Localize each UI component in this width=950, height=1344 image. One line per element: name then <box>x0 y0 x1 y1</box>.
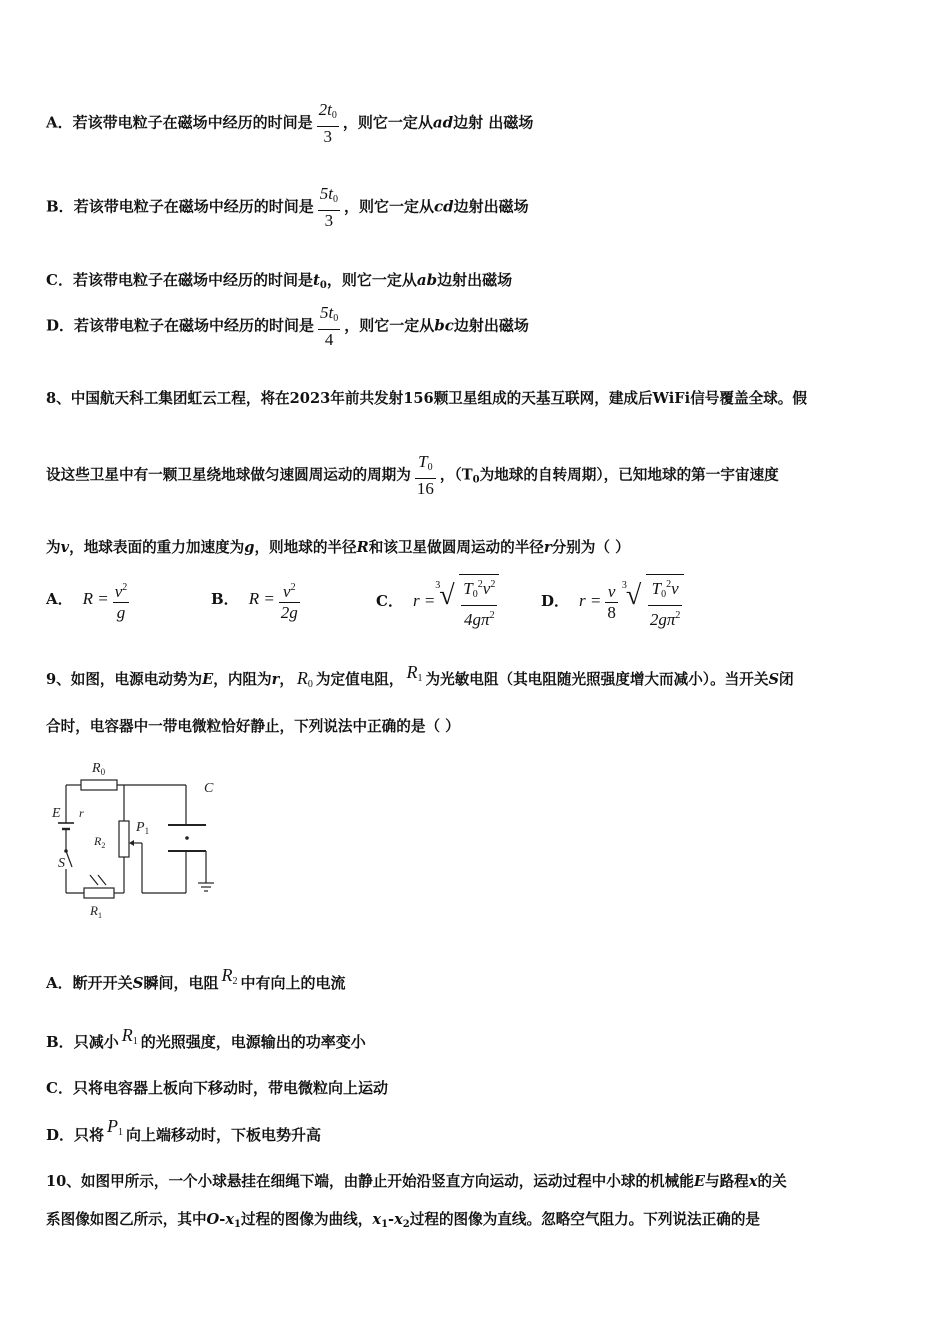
stem-text: 9、如图，电源电动势为 <box>46 671 203 688</box>
option-text: 若该带电粒子在磁场中经历的时间是 <box>72 271 313 289</box>
switch-pivot <box>64 849 68 853</box>
stem-text: 系图像如图乙所示，其中 <box>46 1211 207 1228</box>
stem-text: 与路程 <box>704 1173 749 1190</box>
option-text: 断开开关 <box>72 974 133 992</box>
light-arrow <box>90 875 98 885</box>
option-text: 边射出磁场 <box>437 271 513 289</box>
option-label: D． <box>46 1126 75 1144</box>
formula <box>82 582 134 622</box>
photoresistor-r1 <box>84 888 114 898</box>
stem-text: ，则地球的半径 <box>254 539 357 556</box>
option-text: 边射出磁场 <box>453 316 529 335</box>
q8-option-b <box>211 578 304 623</box>
circuit-diagram <box>46 755 226 925</box>
edge-name: cd <box>433 197 454 216</box>
label-r0: $R_0$ <box>92 761 106 777</box>
q9-option-a <box>46 965 346 999</box>
option-text: 若该带电粒子在磁场中经历的时间是 <box>73 197 314 216</box>
var-r: r <box>543 539 552 556</box>
radical-sign: √ <box>439 580 455 611</box>
q8-stem-line-2 <box>46 452 779 499</box>
option-label: A． <box>46 113 73 132</box>
q8-option-d <box>541 574 684 630</box>
formula <box>248 582 304 622</box>
label-r2: $R_2$ <box>94 834 106 850</box>
var-R2: R <box>221 965 233 985</box>
label-e: E <box>52 806 61 821</box>
option-text: ，则它一定从 <box>342 113 433 132</box>
stem-text: 闭 <box>779 671 794 688</box>
frac-den: 3 <box>324 211 334 230</box>
frac-num: 5t <box>319 184 333 203</box>
q7-option-b <box>46 184 529 231</box>
stem-text: 和该卫星做圆周运动的半径 <box>368 539 544 556</box>
edge-name: ab <box>416 271 438 289</box>
frac-den: 4 <box>324 330 334 349</box>
var-x2-sub: 2 <box>402 1219 410 1230</box>
stem-text: 的关 <box>757 1173 787 1190</box>
edge-name: ad <box>432 113 454 132</box>
q8-option-a <box>46 578 133 623</box>
option-label: D． <box>46 316 75 335</box>
stem-text: 过程的图像为直线。忽略空气阻力。下列说法正确的是 <box>409 1211 761 1228</box>
stem-text: 设这些卫星中有一颗卫星绕地球做匀速圆周运动的周期为 <box>46 466 411 484</box>
option-text: 只将 <box>74 1126 105 1144</box>
fraction <box>318 303 340 350</box>
fraction <box>318 184 340 231</box>
stem-text: ，（T <box>439 466 473 484</box>
stem-text: - <box>219 1211 226 1228</box>
q10-stem-line-1 <box>46 1172 787 1192</box>
var-x: x <box>748 1173 758 1190</box>
label-r: r <box>79 806 84 820</box>
cube-root: 3 √ $\frac{T_0^2v}{2g\pi^2}$ <box>622 574 685 630</box>
root-index: 3 <box>621 580 627 591</box>
var-x1-sub: 1 <box>381 1219 389 1230</box>
frac-den: 3 <box>323 127 333 146</box>
switch-blade <box>66 851 72 867</box>
var-R1: R <box>121 1025 133 1045</box>
var-v: v <box>60 539 70 556</box>
time-subscript: 0 <box>319 280 327 291</box>
slider-arrowhead <box>129 840 134 846</box>
option-text: 若该带电粒子在磁场中经历的时间是 <box>72 113 313 132</box>
label-p1: $P_1$ <box>136 820 150 836</box>
frac-num-sub: 0 <box>427 462 433 473</box>
option-text: 向上端移动时，下板电势升高 <box>126 1126 322 1144</box>
light-arrow <box>98 875 106 885</box>
stem-text: 过程的图像为曲线， <box>241 1211 373 1228</box>
q8-option-c <box>376 574 499 630</box>
var-r: r <box>271 671 280 688</box>
var-S: S <box>768 671 779 688</box>
stem-text: ， <box>279 671 294 688</box>
option-text: 只将电容器上板向下移动时，带电微粒向上运动 <box>72 1079 388 1097</box>
formula-lhs: R = <box>82 589 109 609</box>
stem-text: 10、如图甲所示，一个小球悬挂在细绳下端，由静止开始沿竖直方向运动，运动过程中小球的机械能 <box>46 1173 694 1190</box>
frac-den: 2g <box>280 603 298 622</box>
frac-den: 16 <box>416 479 434 498</box>
var-R0-sub: 0 <box>307 679 313 690</box>
frac-num-sub: 0 <box>331 110 337 121</box>
var-S: S <box>132 974 144 992</box>
option-label: C． <box>376 591 403 610</box>
potentiometer-r2 <box>119 821 129 857</box>
time-symbol: t <box>312 271 320 289</box>
var-E: E <box>693 1173 705 1190</box>
var-R1-sub: 1 <box>132 1036 138 1047</box>
frac-num: T <box>463 579 473 598</box>
fraction <box>317 100 339 147</box>
frac-den: 4gπ <box>464 610 490 629</box>
label-s: S <box>58 856 65 871</box>
var-E: E <box>202 671 214 688</box>
option-text: ，则它一定从 <box>344 316 435 335</box>
var-R1: R <box>406 662 418 682</box>
resistor-r0 <box>81 780 117 790</box>
option-text: 瞬间，电阻 <box>143 974 219 992</box>
q9-stem-line-2: 合时，电容器中一带电微粒恰好静止，下列说法中正确的是（ ） <box>46 718 460 735</box>
frac-num: 5t <box>320 303 334 322</box>
q9-option-d <box>46 1116 322 1151</box>
var-P1: P <box>107 1116 119 1136</box>
period-fraction <box>415 452 436 499</box>
radical-sign: √ <box>625 580 642 611</box>
frac-den: 2gπ <box>649 610 676 629</box>
var-x1-sub: 1 <box>234 1219 241 1230</box>
option-text: 若该带电粒子在磁场中经历的时间是 <box>74 316 315 335</box>
frac-num-sub: 0 <box>332 194 338 205</box>
stem-text: 为地球的自转周期），已知地球的第一宇宙速度 <box>479 466 779 484</box>
frac-num: v <box>283 582 291 601</box>
charged-particle <box>185 836 189 840</box>
frac-den: 8 <box>607 602 616 622</box>
option-label: A． <box>46 974 73 992</box>
cube-root: 3 √ $\frac{T_0^2v^2}{4g\pi^2}$ <box>435 574 499 630</box>
var-O: O <box>206 1211 220 1228</box>
option-text: 边射出磁场 <box>453 197 529 216</box>
var-P1-sub: 1 <box>118 1127 124 1138</box>
q7-option-d <box>46 303 529 350</box>
option-label: C． <box>46 1079 73 1097</box>
q7-option-a <box>46 100 533 147</box>
option-label: D． <box>541 591 570 610</box>
option-label: B． <box>211 590 239 609</box>
q7-option-c <box>46 270 512 296</box>
option-label: C． <box>46 271 73 289</box>
q8-stem-line-3 <box>46 538 630 558</box>
stem-text: 分别为（ ） <box>551 539 630 556</box>
option-text: 只减小 <box>73 1033 119 1051</box>
var-x2: x <box>394 1211 403 1228</box>
formula-lhs: R = <box>248 589 275 609</box>
option-label: B． <box>46 1033 74 1051</box>
stem-text: ，地球表面的重力加速度为 <box>69 539 245 556</box>
label-r1: $R_1$ <box>90 903 102 920</box>
label-c: C <box>204 781 214 796</box>
option-text: 的光照强度，电源输出的功率变小 <box>140 1033 366 1051</box>
stem-text: 为光敏电阻（其电阻随光照强度增大而减小）。当开关 <box>425 671 769 688</box>
option-text: ，则它一定从 <box>343 197 434 216</box>
frac-den: g <box>116 603 126 622</box>
q9-option-b <box>46 1025 366 1058</box>
frac-num: v <box>114 582 123 601</box>
formula-lhs: r = <box>412 590 436 610</box>
stem-text: - <box>388 1211 395 1228</box>
stem-text: 为 <box>46 539 61 556</box>
var-R: R <box>356 539 369 556</box>
var-R2-sub: 2 <box>232 976 238 987</box>
frac-num-tail: v <box>482 579 491 598</box>
root-index: 3 <box>435 580 441 591</box>
q10-stem-line-2 <box>46 1210 760 1235</box>
stem-subscript: 0 <box>472 474 480 486</box>
option-text: 边射 出磁场 <box>453 113 534 132</box>
q8-stem-line-1: 8、中国航天科工集团虹云工程，将在2023年前共发射156颗卫星组成的天基互联网，建成后WiFi信号覆盖全球。假 <box>46 390 807 407</box>
frac-num: v <box>605 582 618 603</box>
formula-lhs: r = <box>579 590 602 610</box>
option-label: A． <box>46 590 73 609</box>
q9-stem-line-1 <box>46 662 794 695</box>
frac-num: T <box>651 579 662 598</box>
var-R0: R <box>296 668 308 688</box>
var-R1-sub: 1 <box>417 673 423 684</box>
option-text: ，则它一定从 <box>326 271 417 289</box>
frac-num: 2t <box>318 100 332 119</box>
option-text: 中有向上的电流 <box>240 974 346 992</box>
frac-num-sub: 0 <box>333 313 339 324</box>
frac-num-tail: v <box>671 579 679 598</box>
frac-num-sup: 2 <box>290 582 296 593</box>
frac-num-sup: 2 <box>122 582 128 593</box>
var-x1: x <box>225 1211 235 1228</box>
stem-text: ，内阻为 <box>213 671 272 688</box>
option-label: B． <box>46 197 74 216</box>
frac-num: T <box>418 452 428 471</box>
edge-name: bc <box>434 316 454 335</box>
stem-text: 为定值电阻， <box>315 671 404 688</box>
var-x1: x <box>372 1211 382 1228</box>
var-g: g <box>244 539 255 556</box>
q9-option-c <box>46 1078 388 1098</box>
